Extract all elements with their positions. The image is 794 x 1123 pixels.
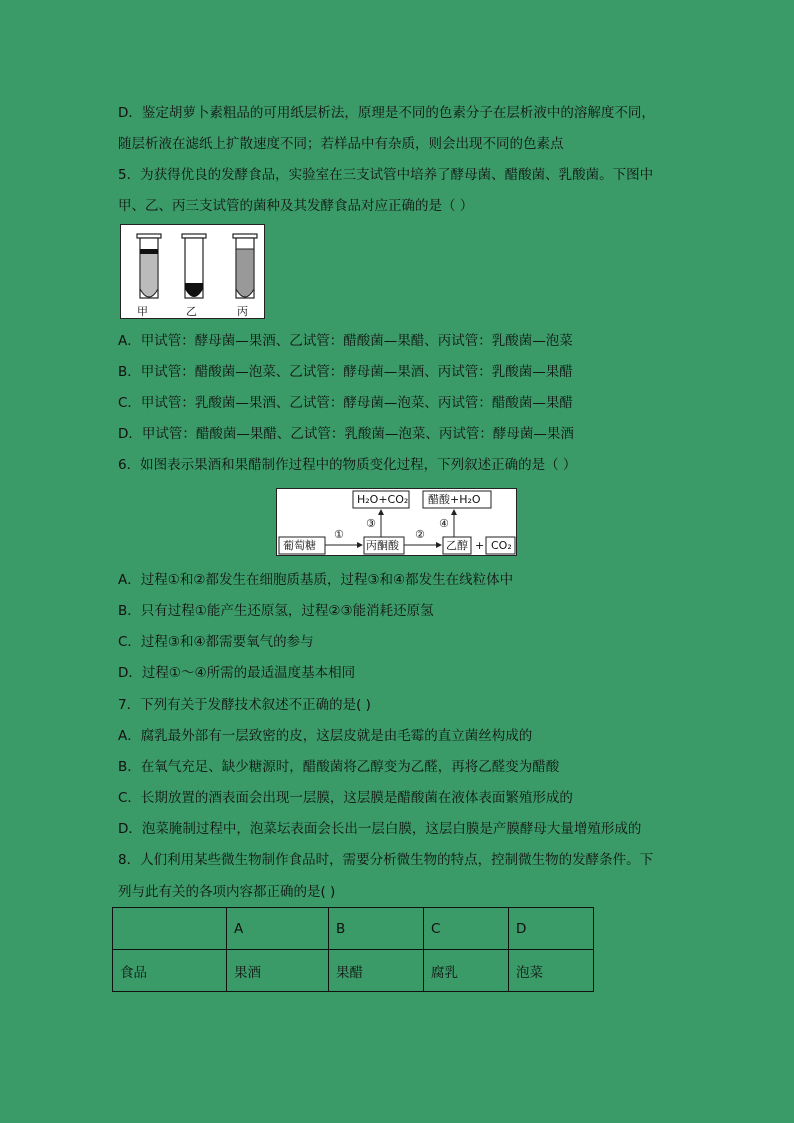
acetic-acid-label: 醋酸+H₂O [428, 493, 481, 506]
question-5-line2: 甲、乙、丙三支试管的菌种及其发酵食品对应正确的是（ ） [118, 198, 474, 214]
table-cell: C [424, 908, 509, 950]
table-cell: A [227, 908, 329, 950]
table-cell: 腐乳 [424, 950, 509, 992]
table-row [113, 908, 594, 950]
tube-label-yi: 乙 [186, 305, 197, 318]
table-cell [113, 908, 227, 950]
tube-label-jia: 甲 [137, 305, 148, 318]
h2o-co2-label: H₂O+CO₂ [357, 493, 409, 506]
step-1-label: ① [334, 528, 344, 541]
step-3-label: ③ [366, 517, 376, 530]
question-6-option-d: D．过程①～④所需的最适温度基本相同 [118, 665, 356, 681]
question-8-table [112, 907, 594, 992]
tube-label-bing: 丙 [237, 305, 248, 318]
co2-label: CO₂ [491, 539, 512, 552]
test-tubes-figure [120, 224, 265, 319]
ethanol-label: 乙醇 [446, 539, 468, 552]
question-7-option-d: D．泡菜腌制过程中，泡菜坛表面会长出一层白膜，这层白膜是产膜酵母大量增殖形成的 [118, 821, 642, 837]
table-cell: 泡菜 [509, 950, 594, 992]
table-cell: B [329, 908, 424, 950]
question-7: 7．下列有关于发酵技术叙述不正确的是( ) [118, 697, 371, 713]
option-d-q4-line2: 随层析液在滤纸上扩散速度不同；若样品中有杂质，则会出现不同的色素点 [118, 136, 564, 152]
question-5-line1: 5．为获得优良的发酵食品，实验室在三支试管中培养了酵母菌、醋酸菌、乳酸菌。下图中 [118, 167, 654, 183]
question-7-option-a: A．腐乳最外部有一层致密的皮，这层皮就是由毛霉的直立菌丝构成的 [118, 728, 533, 744]
question-6-option-c: C．过程③和④都需要氧气的参与 [118, 634, 314, 650]
glucose-label: 葡萄糖 [283, 539, 316, 552]
step-4-label: ④ [439, 517, 449, 530]
option-d-q4-line1: D．鉴定胡萝卜素粗品的可用纸层析法，原理是不同的色素分子在层析液中的溶解度不同， [118, 105, 655, 121]
table-cell: 果酒 [227, 950, 329, 992]
question-6: 6．如图表示果酒和果醋制作过程中的物质变化过程，下列叙述正确的是（ ） [118, 457, 577, 473]
table-cell: 果醋 [329, 950, 424, 992]
question-8-line1: 8．人们利用某些微生物制作食品时，需要分析微生物的特点，控制微生物的发酵条件。下 [118, 852, 654, 868]
question-5-option-d: D．甲试管：醋酸菌—果醋、乙试管：乳酸菌—泡菜、丙试管：酵母菌—果酒 [118, 426, 574, 442]
plus-sign: + [475, 539, 485, 552]
pyruvate-label: 丙酮酸 [366, 539, 399, 552]
table-cell: 食品 [113, 950, 227, 992]
question-7-option-b: B．在氧气充足、缺少糖源时，醋酸菌将乙醇变为乙醛，再将乙醛变为醋酸 [118, 759, 560, 775]
question-8-line2: 列与此有关的各项内容都正确的是( ) [118, 884, 336, 900]
fermentation-flow-diagram [276, 488, 517, 556]
step-2-label: ② [415, 528, 425, 541]
question-5-option-c: C．甲试管：乳酸菌—果酒、乙试管：酵母菌—泡菜、丙试管：醋酸菌—果醋 [118, 395, 573, 411]
question-5-option-a: A．甲试管：酵母菌—果酒、乙试管：醋酸菌—果醋、丙试管：乳酸菌—泡菜 [118, 333, 573, 349]
question-6-option-a: A．过程①和②都发生在细胞质基质，过程③和④都发生在线粒体中 [118, 572, 514, 588]
table-cell: D [509, 908, 594, 950]
question-5-option-b: B．甲试管：醋酸菌—泡菜、乙试管：酵母菌—果酒、丙试管：乳酸菌—果醋 [118, 364, 573, 380]
table-row [113, 950, 594, 992]
question-6-option-b: B．只有过程①能产生还原氢，过程②③能消耗还原氢 [118, 603, 434, 619]
question-7-option-c: C．长期放置的酒表面会出现一层膜，这层膜是醋酸菌在液体表面繁殖形成的 [118, 790, 573, 806]
